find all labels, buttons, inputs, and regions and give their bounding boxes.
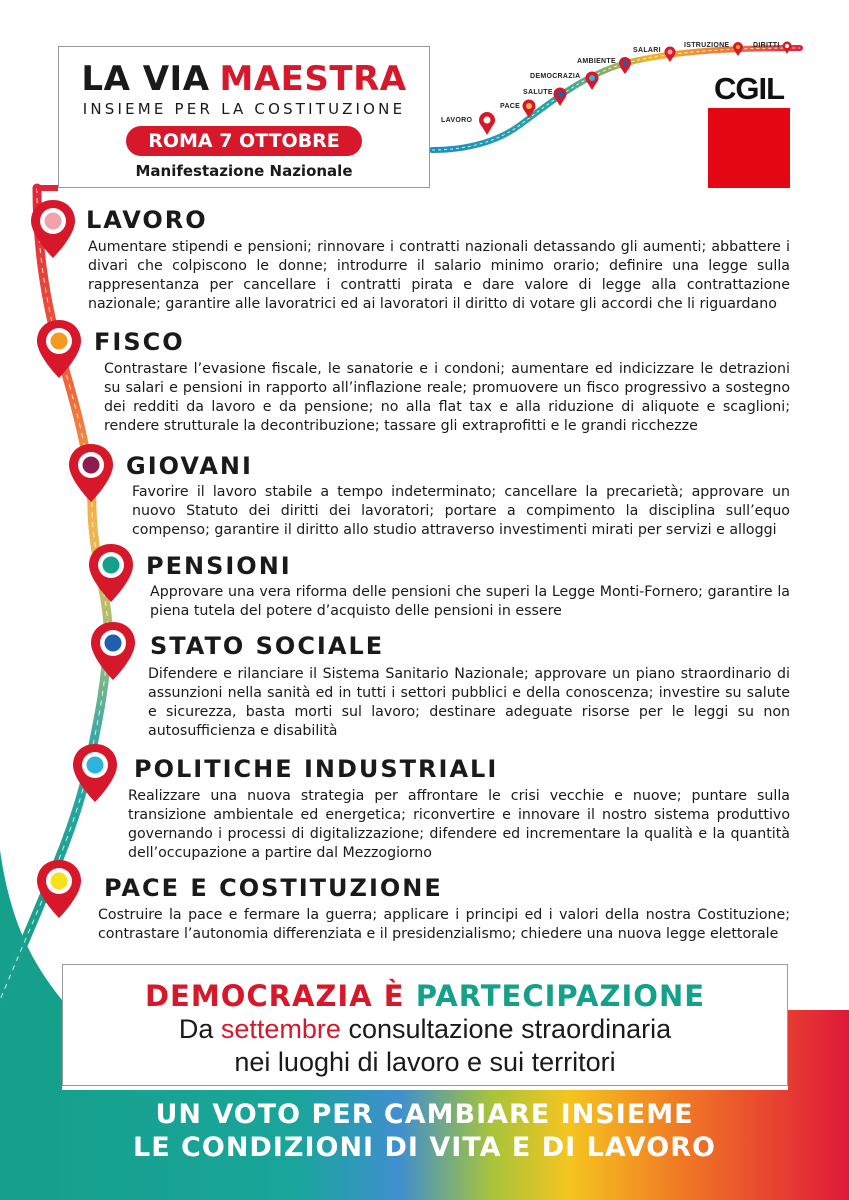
mini-pin — [619, 57, 631, 74]
road-label: SALUTE — [523, 89, 553, 96]
democracy-is-word: È — [383, 979, 405, 1013]
participation-word: PARTECIPAZIONE — [415, 979, 706, 1013]
section-body-lavoro: Aumentare stipendi e pensioni; rinnovare i contratti nazionali detassando gli aumenti; abbattere i divari che colpiscono le donne; introdurre il salario minimo orario; definire una legge sulla rappresentanza per cancellare i contratti pirata e dare valore di legge alla contrattazione nazionale; garantire alle lavoratrici ed ai lavoratori il diritto di votare gli accordi che li riguardano — [88, 239, 790, 312]
section-title-giovani: GIOVANI — [126, 452, 253, 480]
section-title-pace-e-costituzione: PACE E COSTITUZIONE — [104, 874, 443, 902]
footer-line-1: UN VOTO PER CAMBIARE INSIEME — [155, 1099, 694, 1130]
section-body-pace-e-costituzione: Costruire la pace e fermare la guerra; applicare i principi ed i valori della nostra Costituzione; contrastare l’autonomia differenziata e il presidenzialismo; chiedere una nuova legge elettorale — [98, 907, 790, 942]
section-body-politiche-industriali: Realizzare una nuova strategia per affrontare le crisi vecchie e nuove; puntare sulla transizione ambientale ed energetica; riconvertire e innovare il nostro sistema produttivo governando i processi di digitalizzazione; difendere ed incrementare la qualità e la quantità dell’occupazione a partire dal Mezzogiorno — [128, 788, 790, 861]
road-label: LAVORO — [441, 117, 473, 124]
map-pin-icon — [88, 620, 138, 682]
map-pin-icon — [66, 442, 116, 504]
democracy-box — [62, 964, 788, 1086]
road-label: PACE — [500, 103, 521, 110]
title-part-2: MAESTRA — [219, 59, 407, 99]
section-body-stato-sociale: Difendere e rilanciare il Sistema Sanitario Nazionale; approvare un piano straordinario di assunzioni nella sanità ed in tutti i settori pubblici e della conoscenza; investire su salute e sicurezza, basta morti sul lavoro; destinare adeguate risorse per le leggi su non autosufficienza e disabilità — [148, 666, 790, 739]
title-box — [58, 46, 430, 188]
road-label: DIRITTI — [753, 42, 780, 49]
mini-pin — [783, 42, 792, 55]
mini-pin — [479, 96, 495, 135]
page-title — [59, 61, 429, 97]
section-title-pensioni: PENSIONI — [146, 552, 292, 580]
section-title-politiche-industriali: POLITICHE INDUSTRIALI — [134, 755, 499, 783]
event-label: Manifestazione Nazionale — [135, 162, 353, 180]
democracy-word: DEMOCRAZIA — [144, 979, 373, 1013]
mini-pin — [665, 47, 676, 63]
consultation-line — [63, 1013, 787, 1046]
map-pin-icon — [34, 318, 84, 380]
road-label: AMBIENTE — [577, 58, 616, 65]
cgil-logo — [708, 72, 790, 188]
cgil-logo-text: CGIL — [708, 72, 790, 106]
footer-line-2: LE CONDIZIONI DI VITA E DI LAVORO — [133, 1132, 716, 1163]
mini-pin — [586, 72, 599, 91]
road-label: SALARI — [633, 47, 661, 54]
road-label: DEMOCRAZIA — [530, 73, 581, 80]
subtitle: INSIEME PER LA COSTITUZIONE — [82, 100, 406, 118]
consultation-line-2: nei luoghi di lavoro e sui territori — [234, 1047, 616, 1077]
section-body-giovani: Favorire il lavoro stabile a tempo indeterminato; cancellare la precarietà; approvare un nuovo Statuto dei diritti dei lavoratori; portare a compimento la disciplina sull’equo compenso; garantire il diritto allo studio attraverso investimenti mirati per servizi e alloggi — [132, 484, 790, 538]
map-pin-icon — [86, 542, 136, 604]
mini-pin — [554, 88, 567, 107]
consultation-month: settembre — [220, 1014, 341, 1044]
section-body-fisco: Contrastare l’evasione fiscale, le sanatorie e i condoni; aumentare ed indicizzare le detrazioni su salari e pensioni in rapporto all’inflazione reale; promuovere un fisco progressivo a sostegno dei redditi da lavoro e da pensione; no alla flat tax e alla riduzione di aliquote e scaglioni; rendere strutturale la decontribuzione; tassare gli extraprofitti e le grandi ricchezze — [104, 361, 790, 434]
section-title-fisco: FISCO — [94, 328, 185, 356]
section-title-lavoro: LAVORO — [86, 206, 208, 234]
date-pill: ROMA 7 OTTOBRE — [126, 126, 362, 156]
cgil-logo-block — [708, 108, 790, 188]
consultation-suffix: consultazione straordinaria — [348, 1014, 672, 1044]
democracy-heading — [63, 979, 787, 1013]
title-part-1: LA VIA — [81, 59, 210, 99]
section-body-pensioni: Approvare una vera riforma delle pensioni che superi la Legge Monti-Fornero; garantire la piena tutela del potere d’acquisto delle pensioni in essere — [150, 584, 790, 619]
road-label: ISTRUZIONE — [684, 42, 730, 49]
map-pin-icon — [70, 742, 120, 804]
map-pin-icon — [34, 858, 84, 920]
section-title-stato-sociale: STATO SOCIALE — [150, 632, 385, 660]
mini-pin — [733, 42, 743, 56]
map-pin-icon — [28, 198, 78, 260]
consultation-prefix: Da — [178, 1014, 214, 1044]
footer-slogan — [0, 1098, 849, 1164]
